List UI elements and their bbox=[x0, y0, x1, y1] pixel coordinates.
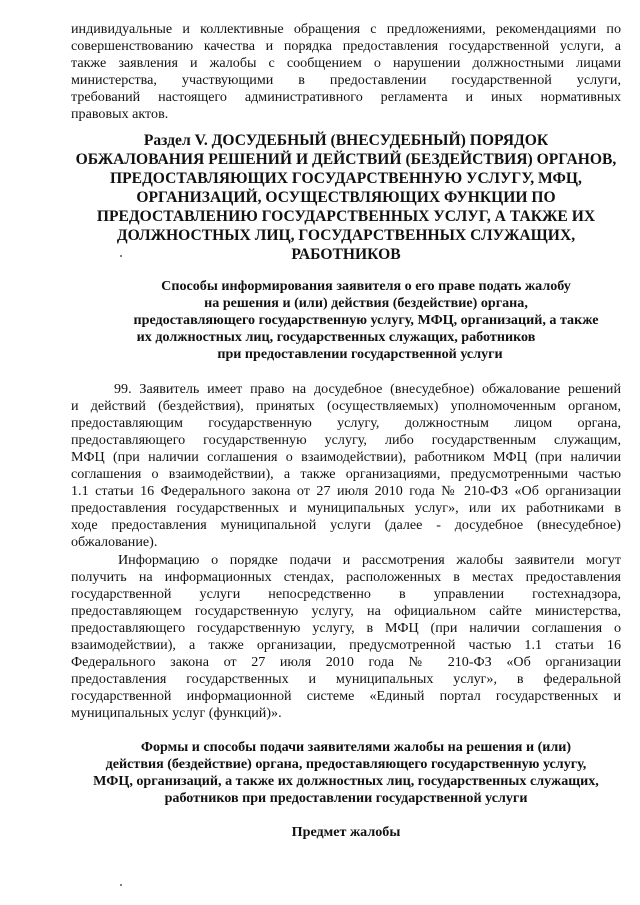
text-line: соглашения о взаимодействии), а также организациями, предусмотренными частью bbox=[71, 466, 621, 482]
text-line: и действий (бездействия), принятых (осуществляемых) уполномоченным органом, bbox=[71, 398, 621, 414]
text-line: МФЦ (при наличии соглашения о взаимодействии), работником МФЦ (при наличии bbox=[71, 449, 621, 465]
text-line: предоставляющем государственную услугу, на официальном сайте министерства, bbox=[71, 603, 621, 619]
heading-line: РАБОТНИКОВ bbox=[291, 246, 401, 263]
heading-line: ПРЕДОСТАВЛЕНИЮ ГОСУДАРСТВЕННЫХ УСЛУГ, А ТАКЖЕ ИХ bbox=[96, 208, 596, 225]
heading-line: ПРЕДОСТАВЛЯЮЩИХ ГОСУДАРСТВЕННУЮ УСЛУГУ, МФЦ, bbox=[110, 170, 582, 187]
text-line: взаимодействии), а также организации, предусмотренной частью 1.1 статьи 16 bbox=[71, 637, 621, 653]
text-line: 99. Заявитель имеет право на досудебное (внесудебное) обжалование решений bbox=[114, 381, 621, 397]
subheading-line: действия (бездействие) органа, предоставляющего государственную услугу, bbox=[105, 756, 587, 772]
text-line: совершенствованию качества и порядка предоставления государственной услуги, а bbox=[71, 38, 621, 54]
text-line: Информацию о порядке подачи и рассмотрения жалобы заявители могут bbox=[118, 552, 621, 568]
heading-line: ДОЛЖНОСТНЫХ ЛИЦ, ГОСУДАРСТВЕННЫХ СЛУЖАЩИХ, bbox=[116, 227, 576, 244]
text-line: предоставляющего государственную услугу, либо государственным служащим, bbox=[71, 432, 621, 448]
text-line: обжалование). bbox=[71, 534, 158, 550]
subheading-line: при предоставлении государственной услуги bbox=[217, 346, 503, 362]
subheading-line: Формы и способы подачи заявителями жалобы на решения и (или) bbox=[140, 739, 572, 755]
text-line: государственной информационной системе «Единый портал государственных и bbox=[71, 688, 621, 704]
text-line: 1.1 статьи 16 Федерального закона от 27 июля 2010 года № 210-ФЗ «Об организации bbox=[71, 483, 621, 499]
subheading-line: работников при предоставлении государственной услуги bbox=[164, 790, 528, 806]
subheading-line: МФЦ, организаций, а также их должностных лиц, государственных служащих, bbox=[93, 773, 599, 789]
scan-speck bbox=[120, 884, 122, 886]
text-line: министерства, участвующими в предоставлении государственной услуги, bbox=[71, 72, 621, 88]
subheading-line: предоставляющего государственную услугу, МФЦ, организаций, а также bbox=[133, 312, 599, 328]
heading-line: ОБЖАЛОВАНИЯ РЕШЕНИЙ И ДЕЙСТВИЙ (БЕЗДЕЙСТВИЯ) ОРГАНОВ, bbox=[75, 151, 617, 168]
text-line: получить на информационных стендах, расположенных в местах предоставления bbox=[71, 569, 621, 585]
text-line: Федерального закона от 27 июля 2010 года № 210-ФЗ «Об организации bbox=[71, 654, 621, 670]
text-line: предоставляющего государственную услугу, в МФЦ (при наличии соглашения о bbox=[71, 620, 621, 636]
subheading-line: их должностных лиц, государственных служащих, работников bbox=[136, 329, 536, 345]
text-line: предоставляющим государственную услугу, должностным лицом органа, bbox=[71, 415, 621, 431]
subheading-line: на решения и (или) действия (бездействие) органа, bbox=[204, 295, 528, 311]
heading-line: ОРГАНИЗАЦИЙ, ОСУЩЕСТВЛЯЮЩИХ ФУНКЦИИ ПО bbox=[136, 189, 556, 206]
text-line: муниципальных услуг (функций)». bbox=[71, 705, 282, 721]
text-line: предоставления государственных и муниципальных услуг», или их работниками в bbox=[71, 500, 621, 516]
text-line: требований настоящего административного регламента и иных нормативных bbox=[71, 89, 621, 105]
subheading-line: Способы информирования заявителя о его праве подать жалобу bbox=[161, 278, 571, 294]
text-line: государственной услуги непосредственно в управлении гостехнадзора, bbox=[71, 586, 621, 602]
scan-speck bbox=[120, 255, 122, 257]
text-line: правовых актов. bbox=[71, 106, 169, 122]
text-line: также заявления и жалобы с сообщением о нарушении должностными лицами bbox=[71, 55, 621, 71]
text-line: предоставления государственных и муниципальных услуг», в федеральной bbox=[71, 671, 621, 687]
text-line: индивидуальные и коллективные обращения с предложениями, рекомендациями по bbox=[71, 21, 621, 37]
heading-line: Раздел V. ДОСУДЕБНЫЙ (ВНЕСУДЕБНЫЙ) ПОРЯДОК bbox=[143, 132, 549, 149]
subheading-subject: Предмет жалобы bbox=[291, 824, 401, 840]
text-line: ходе предоставления муниципальной услуги (далее - досудебное (внесудебное) bbox=[71, 517, 621, 533]
